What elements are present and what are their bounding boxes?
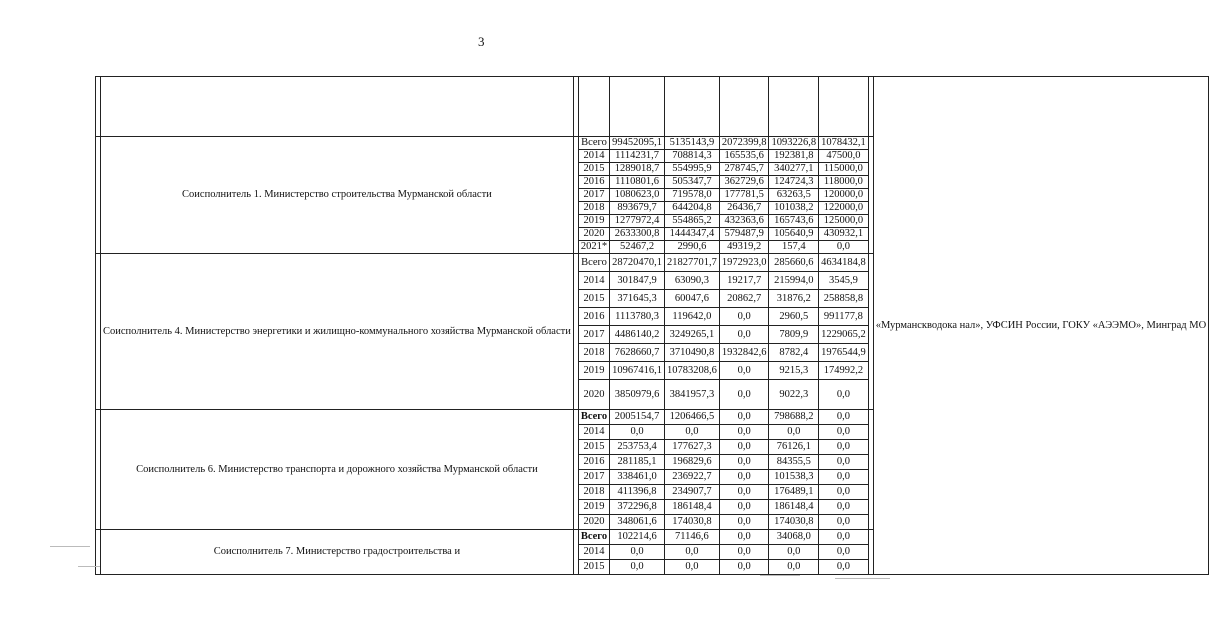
value-cell-4: 176489,1 (769, 485, 819, 500)
value-cell-1: 1113780,3 (610, 308, 665, 326)
value-cell-5: 0,0 (819, 425, 869, 440)
value-cell-3: 278745,7 (719, 163, 769, 176)
value-cell-5: 0,0 (819, 380, 869, 410)
value-cell-1: 1080623,0 (610, 189, 665, 202)
year-cell: Всего (578, 254, 609, 272)
value-cell-1: 102214,6 (610, 530, 665, 545)
value-cell-2: 71146,6 (664, 530, 719, 545)
value-cell-3: 0,0 (719, 455, 769, 470)
value-cell-3: 0,0 (719, 485, 769, 500)
value-cell-1: 1114231,7 (610, 150, 665, 163)
value-cell-5: 991177,8 (819, 308, 869, 326)
value-cell-1: 99452095,1 (610, 137, 665, 150)
scan-artifact (835, 578, 890, 579)
value-cell-4: 105640,9 (769, 228, 819, 241)
value-cell-3: 19217,7 (719, 272, 769, 290)
value-cell-2: 5135143,9 (664, 137, 719, 150)
value-cell-2: 186148,4 (664, 500, 719, 515)
value-cell-5: 0,0 (819, 470, 869, 485)
value-cell-5: 0,0 (819, 440, 869, 455)
value-cell-5: 258858,8 (819, 290, 869, 308)
value-cell-5: 0,0 (819, 545, 869, 560)
value-cell-5: 3545,9 (819, 272, 869, 290)
value-cell-4: 215994,0 (769, 272, 819, 290)
value-cell-3: 0,0 (719, 545, 769, 560)
value-cell-4: 8782,4 (769, 344, 819, 362)
value-cell-2: 719578,0 (664, 189, 719, 202)
value-cell-4: 174030,8 (769, 515, 819, 530)
year-cell: Всего (578, 410, 609, 425)
value-cell-5: 47500,0 (819, 150, 869, 163)
value-cell-1: 1110801,6 (610, 176, 665, 189)
scan-artifact (50, 546, 90, 547)
executor-cell: Соисполнитель 7. Министерство градостроительства и (101, 530, 574, 575)
result-cell (868, 530, 873, 575)
value-cell-1: 253753,4 (610, 440, 665, 455)
value-cell-2: 554995,9 (664, 163, 719, 176)
value-cell-4: 0,0 (769, 425, 819, 440)
value-cell-2: 1206466,5 (664, 410, 719, 425)
value-cell-5: 174992,2 (819, 362, 869, 380)
year-cell: 2019 (578, 362, 609, 380)
executor-cell: Соисполнитель 4. Министерство энергетики и жилищно-коммунального хозяйства Мурманской области (101, 254, 574, 410)
result-cell (868, 410, 873, 530)
value-cell-5: 0,0 (819, 560, 869, 575)
value-cell-5: 430932,1 (819, 228, 869, 241)
value-cell-3: 0,0 (719, 515, 769, 530)
year-cell: 2019 (578, 500, 609, 515)
value-cell-2: 236922,7 (664, 470, 719, 485)
value-cell-5: 118000,0 (819, 176, 869, 189)
value-cell-3: 165535,6 (719, 150, 769, 163)
value-cell-5: 0,0 (819, 530, 869, 545)
value-cell-4: 31876,2 (769, 290, 819, 308)
value-cell-3: 0,0 (719, 410, 769, 425)
value-cell-1: 372296,8 (610, 500, 665, 515)
table-body (96, 77, 1209, 575)
value-cell-5: 0,0 (819, 455, 869, 470)
value-cell-1: 7628660,7 (610, 344, 665, 362)
col-activity (101, 77, 574, 137)
value-cell-4: 101038,2 (769, 202, 819, 215)
value-cell-4: 9022,3 (769, 380, 819, 410)
value-cell-4: 101538,3 (769, 470, 819, 485)
header-row (96, 77, 1209, 137)
value-cell-2: 0,0 (664, 425, 719, 440)
value-cell-3: 26436,7 (719, 202, 769, 215)
year-cell: 2016 (578, 455, 609, 470)
year-cell: 2019 (578, 215, 609, 228)
value-cell-4: 124724,3 (769, 176, 819, 189)
value-cell-4: 0,0 (769, 545, 819, 560)
col-regional-head (719, 77, 769, 137)
value-cell-1: 301847,9 (610, 272, 665, 290)
year-cell: 2021* (578, 241, 609, 254)
value-cell-4: 9215,3 (769, 362, 819, 380)
value-cell-5: 1078432,1 (819, 137, 869, 150)
value-cell-2: 10783208,6 (664, 362, 719, 380)
value-cell-4: 165743,6 (769, 215, 819, 228)
value-cell-3: 0,0 (719, 440, 769, 455)
year-cell: 2017 (578, 470, 609, 485)
value-cell-1: 1277972,4 (610, 215, 665, 228)
col-total-head (610, 77, 665, 137)
year-cell: 2014 (578, 150, 609, 163)
value-cell-2: 1444347,4 (664, 228, 719, 241)
col-federal-head (664, 77, 719, 137)
year-cell: 2015 (578, 163, 609, 176)
value-cell-3: 362729,6 (719, 176, 769, 189)
year-cell: 2018 (578, 344, 609, 362)
value-cell-1: 0,0 (610, 545, 665, 560)
value-cell-4: 340277,1 (769, 163, 819, 176)
value-cell-3: 1972923,0 (719, 254, 769, 272)
result-cell (868, 254, 873, 410)
value-cell-2: 2990,6 (664, 241, 719, 254)
partner-cell: «Мурманскводока нал», УФСИН России, ГОКУ «АЭЭМО», Минград МО (873, 77, 1208, 575)
year-cell: 2018 (578, 202, 609, 215)
value-cell-3: 0,0 (719, 500, 769, 515)
year-cell: 2017 (578, 189, 609, 202)
value-cell-3: 20862,7 (719, 290, 769, 308)
value-cell-1: 3850979,6 (610, 380, 665, 410)
value-cell-5: 120000,0 (819, 189, 869, 202)
value-cell-1: 1289018,7 (610, 163, 665, 176)
value-cell-5: 0,0 (819, 485, 869, 500)
value-cell-3: 0,0 (719, 380, 769, 410)
col-year-head (578, 77, 609, 137)
page-number: 3 (478, 34, 485, 49)
value-cell-5: 4634184,8 (819, 254, 869, 272)
value-cell-1: 348061,6 (610, 515, 665, 530)
value-cell-5: 122000,0 (819, 202, 869, 215)
value-cell-1: 281185,1 (610, 455, 665, 470)
year-cell: 2018 (578, 485, 609, 500)
value-cell-3: 579487,9 (719, 228, 769, 241)
year-cell: 2015 (578, 290, 609, 308)
value-cell-3: 0,0 (719, 308, 769, 326)
value-cell-1: 0,0 (610, 560, 665, 575)
value-cell-3: 49319,2 (719, 241, 769, 254)
year-cell: 2014 (578, 545, 609, 560)
value-cell-4: 1093226,8 (769, 137, 819, 150)
year-cell: 2017 (578, 326, 609, 344)
value-cell-2: 554865,2 (664, 215, 719, 228)
value-cell-2: 60047,6 (664, 290, 719, 308)
value-cell-2: 3841957,3 (664, 380, 719, 410)
value-cell-5: 1229065,2 (819, 326, 869, 344)
value-cell-1: 0,0 (610, 425, 665, 440)
year-cell: 2015 (578, 440, 609, 455)
value-cell-4: 0,0 (769, 560, 819, 575)
value-cell-5: 115000,0 (819, 163, 869, 176)
executor-cell: Соисполнитель 1. Министерство строительства Мурманской области (101, 137, 574, 254)
year-cell: 2015 (578, 560, 609, 575)
year-cell: 2020 (578, 380, 609, 410)
year-cell: 2020 (578, 228, 609, 241)
value-cell-1: 371645,3 (610, 290, 665, 308)
scan-artifact (760, 575, 800, 576)
value-cell-4: 7809,9 (769, 326, 819, 344)
value-cell-4: 285660,6 (769, 254, 819, 272)
value-cell-3: 0,0 (719, 425, 769, 440)
col-other-head (819, 77, 869, 137)
value-cell-4: 63263,5 (769, 189, 819, 202)
value-cell-4: 2960,5 (769, 308, 819, 326)
year-cell: Всего (578, 530, 609, 545)
value-cell-5: 125000,0 (819, 215, 869, 228)
value-cell-1: 4486140,2 (610, 326, 665, 344)
year-cell: 2016 (578, 308, 609, 326)
value-cell-5: 1976544,9 (819, 344, 869, 362)
executor-cell: Соисполнитель 6. Министерство транспорта и дорожного хозяйства Мурманской области (101, 410, 574, 530)
value-cell-2: 21827701,7 (664, 254, 719, 272)
year-cell: 2014 (578, 425, 609, 440)
value-cell-2: 63090,3 (664, 272, 719, 290)
value-cell-5: 0,0 (819, 500, 869, 515)
value-cell-1: 2005154,7 (610, 410, 665, 425)
value-cell-2: 644204,8 (664, 202, 719, 215)
year-cell: 2016 (578, 176, 609, 189)
value-cell-2: 708814,3 (664, 150, 719, 163)
value-cell-5: 0,0 (819, 515, 869, 530)
value-cell-4: 84355,5 (769, 455, 819, 470)
value-cell-2: 0,0 (664, 545, 719, 560)
value-cell-5: 0,0 (819, 241, 869, 254)
value-cell-3: 432363,6 (719, 215, 769, 228)
year-cell: 2020 (578, 515, 609, 530)
value-cell-2: 196829,6 (664, 455, 719, 470)
value-cell-2: 119642,0 (664, 308, 719, 326)
value-cell-3: 177781,5 (719, 189, 769, 202)
value-cell-4: 798688,2 (769, 410, 819, 425)
value-cell-1: 28720470,1 (610, 254, 665, 272)
value-cell-4: 34068,0 (769, 530, 819, 545)
value-cell-3: 0,0 (719, 560, 769, 575)
value-cell-1: 893679,7 (610, 202, 665, 215)
year-cell: 2014 (578, 272, 609, 290)
value-cell-2: 174030,8 (664, 515, 719, 530)
scan-artifact (78, 566, 100, 567)
value-cell-2: 3249265,1 (664, 326, 719, 344)
value-cell-2: 0,0 (664, 560, 719, 575)
value-cell-2: 177627,3 (664, 440, 719, 455)
value-cell-4: 76126,1 (769, 440, 819, 455)
value-cell-3: 1932842,6 (719, 344, 769, 362)
value-cell-1: 2633300,8 (610, 228, 665, 241)
value-cell-2: 505347,7 (664, 176, 719, 189)
budget-table (95, 76, 1209, 575)
value-cell-3: 2072399,8 (719, 137, 769, 150)
value-cell-1: 338461,0 (610, 470, 665, 485)
value-cell-1: 411396,8 (610, 485, 665, 500)
value-cell-3: 0,0 (719, 470, 769, 485)
year-cell: Всего (578, 137, 609, 150)
value-cell-3: 0,0 (719, 362, 769, 380)
value-cell-3: 0,0 (719, 326, 769, 344)
value-cell-1: 52467,2 (610, 241, 665, 254)
col-local-head (769, 77, 819, 137)
value-cell-3: 0,0 (719, 530, 769, 545)
value-cell-2: 3710490,8 (664, 344, 719, 362)
value-cell-4: 192381,8 (769, 150, 819, 163)
value-cell-5: 0,0 (819, 410, 869, 425)
value-cell-4: 157,4 (769, 241, 819, 254)
value-cell-1: 10967416,1 (610, 362, 665, 380)
result-cell (868, 137, 873, 254)
value-cell-4: 186148,4 (769, 500, 819, 515)
value-cell-2: 234907,7 (664, 485, 719, 500)
